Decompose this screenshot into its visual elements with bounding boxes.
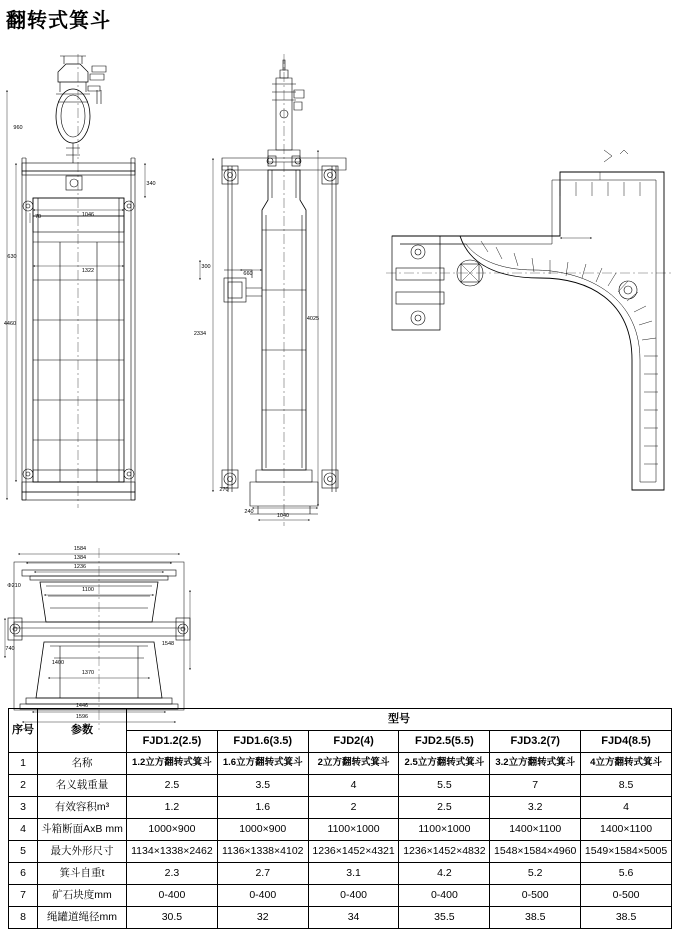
cell-r6-c2: 0-400 xyxy=(308,885,399,907)
cell-r2-c0: 1.2 xyxy=(127,797,218,819)
bottom-view xyxy=(5,548,190,730)
table-row xyxy=(9,797,672,819)
cell-r4-c1: 1136×1338×4102 xyxy=(217,841,308,863)
cell-r6-c0: 0-400 xyxy=(127,885,218,907)
dimension-label-side_view-2: 4025 xyxy=(306,316,320,322)
cell-r6-c5: 0-500 xyxy=(581,885,672,907)
dimension-label-front_view-1: 1322 xyxy=(81,268,95,274)
row-param-label: 名称 xyxy=(38,753,127,775)
cell-r2-c1: 1.6 xyxy=(217,797,308,819)
cell-r3-c5: 1400×1100 xyxy=(581,819,672,841)
cell-r3-c1: 1000×900 xyxy=(217,819,308,841)
cell-r1-c5: 8.5 xyxy=(581,775,672,797)
cell-r5-c5: 5.6 xyxy=(581,863,672,885)
row-param-label: 名义载重量 xyxy=(38,775,127,797)
page-title: 翻转式箕斗 xyxy=(6,10,111,32)
table-row xyxy=(9,863,672,885)
cell-r1-c3: 5.5 xyxy=(399,775,490,797)
header-param: 参数 xyxy=(38,709,127,753)
dimension-label-bottom_view-2: 1236 xyxy=(73,564,87,570)
cell-r5-c4: 5.2 xyxy=(490,863,581,885)
cell-r1-c0: 2.5 xyxy=(127,775,218,797)
row-index: 3 xyxy=(9,797,38,819)
dimension-label-bottom_view-4: Φ210 xyxy=(7,583,21,589)
cell-r4-c2: 1236×1452×4321 xyxy=(308,841,399,863)
dimension-label-bottom_view-5: 740 xyxy=(5,646,15,652)
dimension-label-bottom_view-6: 1548 xyxy=(161,641,175,647)
dimension-label-front_view-5: 4460 xyxy=(3,321,17,327)
cell-r3-c4: 1400×1100 xyxy=(490,819,581,841)
row-index: 5 xyxy=(9,841,38,863)
dimension-label-side_view-4: 270 xyxy=(219,487,229,493)
dimension-label-side_view-3: 2334 xyxy=(193,331,207,337)
cell-r7-c0: 30.5 xyxy=(127,907,218,929)
cell-r0-c0: 1.2立方翻转式箕斗 xyxy=(127,753,218,775)
table-row xyxy=(9,753,672,775)
cell-r7-c2: 34 xyxy=(308,907,399,929)
cell-r2-c4: 3.2 xyxy=(490,797,581,819)
side-view xyxy=(200,54,346,526)
cell-r0-c2: 2立方翻转式箕斗 xyxy=(308,753,399,775)
cell-r7-c3: 35.5 xyxy=(399,907,490,929)
cell-r1-c4: 7 xyxy=(490,775,581,797)
dimension-label-front_view-6: 340 xyxy=(146,181,156,187)
front-view xyxy=(7,54,145,508)
cell-r0-c5: 4立方翻转式箕斗 xyxy=(581,753,672,775)
cell-r6-c3: 0-400 xyxy=(399,885,490,907)
cell-r7-c4: 38.5 xyxy=(490,907,581,929)
cell-r5-c1: 2.7 xyxy=(217,863,308,885)
dimension-labels xyxy=(4,125,319,720)
table-row xyxy=(9,841,672,863)
cell-r0-c3: 2.5立方翻转式箕斗 xyxy=(399,753,490,775)
dimension-label-front_view-0: 1046 xyxy=(81,212,95,218)
model-col-2: FJD2(4) xyxy=(308,731,399,753)
dimension-label-bottom_view-9: 1446 xyxy=(75,703,89,709)
cell-r2-c5: 4 xyxy=(581,797,672,819)
dimension-label-side_view-5: 240 xyxy=(244,509,254,515)
table-row xyxy=(9,819,672,841)
cell-r3-c0: 1000×900 xyxy=(127,819,218,841)
table-body xyxy=(9,753,672,929)
dimension-label-bottom_view-10: 1596 xyxy=(75,714,89,720)
dimension-label-front_view-3: 630 xyxy=(7,254,17,260)
cell-r1-c2: 4 xyxy=(308,775,399,797)
row-index: 7 xyxy=(9,885,38,907)
row-param-label: 箕斗自重t xyxy=(38,863,127,885)
row-param-label: 最大外形尺寸 xyxy=(38,841,127,863)
cell-r4-c0: 1134×1338×2462 xyxy=(127,841,218,863)
cell-r6-c1: 0-400 xyxy=(217,885,308,907)
cell-r5-c0: 2.3 xyxy=(127,863,218,885)
detail-view xyxy=(386,150,672,490)
model-col-3: FJD2.5(5.5) xyxy=(399,731,490,753)
specification-table xyxy=(8,708,672,929)
dimension-label-front_view-4: 960 xyxy=(13,125,23,131)
cell-r4-c5: 1549×1584×5005 xyxy=(581,841,672,863)
model-col-5: FJD4(8.5) xyxy=(581,731,672,753)
row-index: 2 xyxy=(9,775,38,797)
dimension-label-side_view-6: 1040 xyxy=(276,513,290,519)
cell-r3-c2: 1100×1000 xyxy=(308,819,399,841)
cell-r2-c2: 2 xyxy=(308,797,399,819)
row-index: 1 xyxy=(9,753,38,775)
cell-r4-c3: 1236×1452×4832 xyxy=(399,841,490,863)
row-param-label: 有效容积m³ xyxy=(38,797,127,819)
dimension-label-front_view-2: 70 xyxy=(34,214,42,220)
dimension-label-side_view-0: 660 xyxy=(243,271,253,277)
cell-r0-c1: 1.6立方翻转式箕斗 xyxy=(217,753,308,775)
table-header-row xyxy=(9,709,672,731)
row-index: 8 xyxy=(9,907,38,929)
dimension-label-bottom_view-1: 1384 xyxy=(73,555,87,561)
dimension-label-side_view-1: 300 xyxy=(201,264,211,270)
row-param-label: 矿石块度mm xyxy=(38,885,127,907)
cell-r4-c4: 1548×1584×4960 xyxy=(490,841,581,863)
cell-r5-c3: 4.2 xyxy=(399,863,490,885)
table-row xyxy=(9,885,672,907)
cell-r2-c3: 2.5 xyxy=(399,797,490,819)
table-row xyxy=(9,907,672,929)
row-param-label: 绳罐道绳径mm xyxy=(38,907,127,929)
header-model-group: 型号 xyxy=(127,709,672,731)
cell-r7-c5: 38.5 xyxy=(581,907,672,929)
dimension-label-bottom_view-0: 1584 xyxy=(73,546,87,552)
cell-r5-c2: 3.1 xyxy=(308,863,399,885)
model-col-0: FJD1.2(2.5) xyxy=(127,731,218,753)
table-row xyxy=(9,775,672,797)
model-col-4: FJD3.2(7) xyxy=(490,731,581,753)
dimension-label-bottom_view-8: 1370 xyxy=(81,670,95,676)
header-index: 序号 xyxy=(9,709,38,753)
model-col-1: FJD1.6(3.5) xyxy=(217,731,308,753)
cell-r1-c1: 3.5 xyxy=(217,775,308,797)
dimension-label-bottom_view-3: 1100 xyxy=(82,587,94,593)
cell-r7-c1: 32 xyxy=(217,907,308,929)
row-index: 4 xyxy=(9,819,38,841)
row-param-label: 斗箱断面AxB mm xyxy=(38,819,127,841)
row-index: 6 xyxy=(9,863,38,885)
dimension-label-bottom_view-7: 1400 xyxy=(51,660,65,666)
cell-r6-c4: 0-500 xyxy=(490,885,581,907)
cell-r3-c3: 1100×1000 xyxy=(399,819,490,841)
spec-table xyxy=(8,708,672,929)
cell-r0-c4: 3.2立方翻转式箕斗 xyxy=(490,753,581,775)
